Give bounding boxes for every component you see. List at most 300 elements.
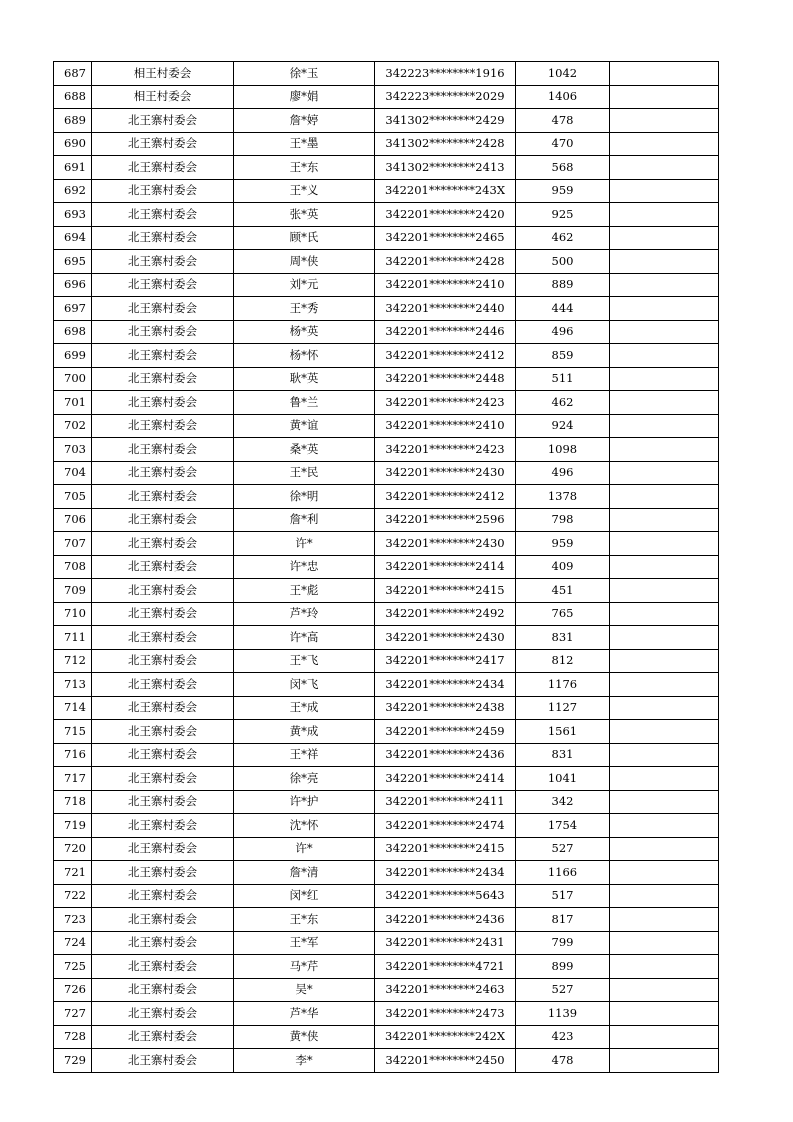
remark-cell — [610, 438, 719, 462]
table-row — [54, 1002, 719, 1026]
person-name-cell: 许*高 — [234, 626, 375, 650]
amount-cell: 496 — [516, 461, 610, 485]
id-number-cell: 342201********2436 — [375, 743, 516, 767]
village-committee-cell: 北王寨村委会 — [92, 391, 234, 415]
remark-cell — [610, 649, 719, 673]
amount-cell: 451 — [516, 579, 610, 603]
village-committee-cell: 北王寨村委会 — [92, 931, 234, 955]
id-number-cell: 342201********2412 — [375, 344, 516, 368]
row-number-cell: 689 — [54, 109, 92, 133]
table-row — [54, 85, 719, 109]
id-number-cell: 341302********2428 — [375, 132, 516, 156]
person-name-cell: 芦*玲 — [234, 602, 375, 626]
row-number-cell: 700 — [54, 367, 92, 391]
row-number-cell: 711 — [54, 626, 92, 650]
table-row — [54, 978, 719, 1002]
amount-cell: 765 — [516, 602, 610, 626]
person-name-cell: 闵*红 — [234, 884, 375, 908]
amount-cell: 462 — [516, 391, 610, 415]
id-number-cell: 342201********2414 — [375, 555, 516, 579]
village-committee-cell: 北王寨村委会 — [92, 297, 234, 321]
table-row — [54, 649, 719, 673]
person-name-cell: 李* — [234, 1049, 375, 1073]
person-name-cell: 沈*怀 — [234, 814, 375, 838]
table-row — [54, 884, 719, 908]
amount-cell: 1041 — [516, 767, 610, 791]
village-committee-cell: 北王寨村委会 — [92, 438, 234, 462]
id-number-cell: 342201********2465 — [375, 226, 516, 250]
amount-cell: 1561 — [516, 720, 610, 744]
remark-cell — [610, 320, 719, 344]
id-number-cell: 342201********2428 — [375, 250, 516, 274]
person-name-cell: 黄*成 — [234, 720, 375, 744]
amount-cell: 500 — [516, 250, 610, 274]
person-name-cell: 廖*娟 — [234, 85, 375, 109]
remark-cell — [610, 1025, 719, 1049]
person-name-cell: 詹*清 — [234, 861, 375, 885]
remark-cell — [610, 461, 719, 485]
village-committee-cell: 北王寨村委会 — [92, 790, 234, 814]
remark-cell — [610, 226, 719, 250]
person-name-cell: 詹*利 — [234, 508, 375, 532]
row-number-cell: 729 — [54, 1049, 92, 1073]
village-committee-cell: 北王寨村委会 — [92, 485, 234, 509]
id-number-cell: 342201********2492 — [375, 602, 516, 626]
id-number-cell: 342201********2430 — [375, 532, 516, 556]
person-name-cell: 王*成 — [234, 696, 375, 720]
person-name-cell: 耿*英 — [234, 367, 375, 391]
remark-cell — [610, 602, 719, 626]
row-number-cell: 709 — [54, 579, 92, 603]
id-number-cell: 342201********2430 — [375, 626, 516, 650]
row-number-cell: 693 — [54, 203, 92, 227]
remark-cell — [610, 626, 719, 650]
remark-cell — [610, 532, 719, 556]
person-name-cell: 闵*飞 — [234, 673, 375, 697]
amount-cell: 568 — [516, 156, 610, 180]
remark-cell — [610, 579, 719, 603]
person-name-cell: 王*军 — [234, 931, 375, 955]
person-name-cell: 许* — [234, 837, 375, 861]
id-number-cell: 342201********2412 — [375, 485, 516, 509]
table-row — [54, 1025, 719, 1049]
table-row — [54, 109, 719, 133]
person-name-cell: 周*侠 — [234, 250, 375, 274]
remark-cell — [610, 837, 719, 861]
amount-cell: 798 — [516, 508, 610, 532]
table-row — [54, 532, 719, 556]
row-number-cell: 719 — [54, 814, 92, 838]
person-name-cell: 杨*英 — [234, 320, 375, 344]
id-number-cell: 342201********2411 — [375, 790, 516, 814]
remark-cell — [610, 1002, 719, 1026]
person-name-cell: 黄*谊 — [234, 414, 375, 438]
remark-cell — [610, 743, 719, 767]
table-row — [54, 508, 719, 532]
amount-cell: 1754 — [516, 814, 610, 838]
amount-cell: 517 — [516, 884, 610, 908]
row-number-cell: 692 — [54, 179, 92, 203]
person-name-cell: 刘*元 — [234, 273, 375, 297]
amount-cell: 1042 — [516, 62, 610, 86]
table-row — [54, 203, 719, 227]
row-number-cell: 701 — [54, 391, 92, 415]
id-number-cell: 341302********2413 — [375, 156, 516, 180]
table-row — [54, 179, 719, 203]
row-number-cell: 723 — [54, 908, 92, 932]
village-committee-cell: 北王寨村委会 — [92, 1049, 234, 1073]
person-name-cell: 马*芹 — [234, 955, 375, 979]
remark-cell — [610, 861, 719, 885]
village-committee-cell: 北王寨村委会 — [92, 673, 234, 697]
remark-cell — [610, 720, 719, 744]
village-committee-cell: 北王寨村委会 — [92, 649, 234, 673]
table-row — [54, 297, 719, 321]
village-committee-cell: 北王寨村委会 — [92, 179, 234, 203]
remark-cell — [610, 696, 719, 720]
amount-cell: 924 — [516, 414, 610, 438]
village-committee-cell: 北王寨村委会 — [92, 109, 234, 133]
person-name-cell: 桑*英 — [234, 438, 375, 462]
village-committee-cell: 北王寨村委会 — [92, 884, 234, 908]
person-name-cell: 王*东 — [234, 156, 375, 180]
person-name-cell: 王*彪 — [234, 579, 375, 603]
row-number-cell: 703 — [54, 438, 92, 462]
person-name-cell: 徐*亮 — [234, 767, 375, 791]
table-row — [54, 908, 719, 932]
person-name-cell: 鲁*兰 — [234, 391, 375, 415]
id-number-cell: 342201********243X — [375, 179, 516, 203]
table-row — [54, 273, 719, 297]
amount-cell: 925 — [516, 203, 610, 227]
row-number-cell: 699 — [54, 344, 92, 368]
id-number-cell: 342201********2423 — [375, 438, 516, 462]
id-number-cell: 342201********2450 — [375, 1049, 516, 1073]
village-committee-cell: 北王寨村委会 — [92, 837, 234, 861]
remark-cell — [610, 85, 719, 109]
village-committee-cell: 北王寨村委会 — [92, 226, 234, 250]
table-row — [54, 320, 719, 344]
remark-cell — [610, 62, 719, 86]
amount-cell: 527 — [516, 837, 610, 861]
id-number-cell: 342201********2415 — [375, 579, 516, 603]
table-row — [54, 602, 719, 626]
row-number-cell: 708 — [54, 555, 92, 579]
row-number-cell: 704 — [54, 461, 92, 485]
amount-cell: 831 — [516, 743, 610, 767]
village-committee-cell: 北王寨村委会 — [92, 320, 234, 344]
amount-cell: 1166 — [516, 861, 610, 885]
table-row — [54, 720, 719, 744]
id-number-cell: 342201********2448 — [375, 367, 516, 391]
id-number-cell: 342201********2414 — [375, 767, 516, 791]
person-name-cell: 王*秀 — [234, 297, 375, 321]
table-row — [54, 485, 719, 509]
remark-cell — [610, 203, 719, 227]
amount-cell: 423 — [516, 1025, 610, 1049]
village-committee-cell: 北王寨村委会 — [92, 508, 234, 532]
table-row — [54, 250, 719, 274]
id-number-cell: 342201********2436 — [375, 908, 516, 932]
row-number-cell: 688 — [54, 85, 92, 109]
row-number-cell: 726 — [54, 978, 92, 1002]
id-number-cell: 342201********242X — [375, 1025, 516, 1049]
row-number-cell: 696 — [54, 273, 92, 297]
amount-cell: 959 — [516, 532, 610, 556]
id-number-cell: 342201********5643 — [375, 884, 516, 908]
village-committee-cell: 北王寨村委会 — [92, 555, 234, 579]
village-committee-cell: 北王寨村委会 — [92, 532, 234, 556]
amount-cell: 527 — [516, 978, 610, 1002]
village-committee-cell: 北王寨村委会 — [92, 1002, 234, 1026]
village-committee-cell: 北王寨村委会 — [92, 720, 234, 744]
row-number-cell: 691 — [54, 156, 92, 180]
table-row — [54, 767, 719, 791]
person-name-cell: 芦*华 — [234, 1002, 375, 1026]
row-number-cell: 727 — [54, 1002, 92, 1026]
id-number-cell: 342201********2410 — [375, 414, 516, 438]
remark-cell — [610, 814, 719, 838]
id-number-cell: 342201********2415 — [375, 837, 516, 861]
amount-cell: 1176 — [516, 673, 610, 697]
village-committee-cell: 相王村委会 — [92, 85, 234, 109]
remark-cell — [610, 555, 719, 579]
village-committee-cell: 北王寨村委会 — [92, 203, 234, 227]
id-number-cell: 342201********2459 — [375, 720, 516, 744]
table-row — [54, 156, 719, 180]
village-committee-cell: 北王寨村委会 — [92, 132, 234, 156]
amount-cell: 1378 — [516, 485, 610, 509]
village-committee-cell: 北王寨村委会 — [92, 602, 234, 626]
amount-cell: 511 — [516, 367, 610, 391]
subsidy-roster-table — [53, 61, 719, 1073]
amount-cell: 1098 — [516, 438, 610, 462]
table-row — [54, 579, 719, 603]
village-committee-cell: 北王寨村委会 — [92, 273, 234, 297]
row-number-cell: 698 — [54, 320, 92, 344]
remark-cell — [610, 391, 719, 415]
person-name-cell: 许*忠 — [234, 555, 375, 579]
remark-cell — [610, 485, 719, 509]
row-number-cell: 710 — [54, 602, 92, 626]
row-number-cell: 706 — [54, 508, 92, 532]
id-number-cell: 342201********2463 — [375, 978, 516, 1002]
table-row — [54, 931, 719, 955]
amount-cell: 444 — [516, 297, 610, 321]
remark-cell — [610, 508, 719, 532]
remark-cell — [610, 273, 719, 297]
remark-cell — [610, 344, 719, 368]
row-number-cell: 695 — [54, 250, 92, 274]
village-committee-cell: 北王寨村委会 — [92, 250, 234, 274]
amount-cell: 462 — [516, 226, 610, 250]
village-committee-cell: 北王寨村委会 — [92, 156, 234, 180]
row-number-cell: 718 — [54, 790, 92, 814]
village-committee-cell: 北王寨村委会 — [92, 767, 234, 791]
village-committee-cell: 北王寨村委会 — [92, 696, 234, 720]
village-committee-cell: 相王村委会 — [92, 62, 234, 86]
id-number-cell: 342201********4721 — [375, 955, 516, 979]
row-number-cell: 717 — [54, 767, 92, 791]
row-number-cell: 690 — [54, 132, 92, 156]
amount-cell: 831 — [516, 626, 610, 650]
amount-cell: 478 — [516, 1049, 610, 1073]
village-committee-cell: 北王寨村委会 — [92, 978, 234, 1002]
remark-cell — [610, 297, 719, 321]
village-committee-cell: 北王寨村委会 — [92, 1025, 234, 1049]
table-row — [54, 1049, 719, 1073]
row-number-cell: 728 — [54, 1025, 92, 1049]
id-number-cell: 342223********2029 — [375, 85, 516, 109]
remark-cell — [610, 908, 719, 932]
amount-cell: 959 — [516, 179, 610, 203]
row-number-cell: 715 — [54, 720, 92, 744]
id-number-cell: 342201********2440 — [375, 297, 516, 321]
village-committee-cell: 北王寨村委会 — [92, 579, 234, 603]
amount-cell: 1139 — [516, 1002, 610, 1026]
id-number-cell: 342201********2420 — [375, 203, 516, 227]
amount-cell: 342 — [516, 790, 610, 814]
table-row — [54, 438, 719, 462]
id-number-cell: 342201********2596 — [375, 508, 516, 532]
person-name-cell: 杨*怀 — [234, 344, 375, 368]
person-name-cell: 詹*婷 — [234, 109, 375, 133]
remark-cell — [610, 931, 719, 955]
id-number-cell: 341302********2429 — [375, 109, 516, 133]
table-row — [54, 132, 719, 156]
row-number-cell: 712 — [54, 649, 92, 673]
person-name-cell: 王*祥 — [234, 743, 375, 767]
id-number-cell: 342201********2410 — [375, 273, 516, 297]
id-number-cell: 342223********1916 — [375, 62, 516, 86]
row-number-cell: 724 — [54, 931, 92, 955]
village-committee-cell: 北王寨村委会 — [92, 344, 234, 368]
row-number-cell: 721 — [54, 861, 92, 885]
amount-cell: 478 — [516, 109, 610, 133]
table-row — [54, 743, 719, 767]
remark-cell — [610, 132, 719, 156]
person-name-cell: 张*英 — [234, 203, 375, 227]
remark-cell — [610, 884, 719, 908]
table-row — [54, 861, 719, 885]
village-committee-cell: 北王寨村委会 — [92, 367, 234, 391]
amount-cell: 470 — [516, 132, 610, 156]
village-committee-cell: 北王寨村委会 — [92, 955, 234, 979]
amount-cell: 1406 — [516, 85, 610, 109]
village-committee-cell: 北王寨村委会 — [92, 743, 234, 767]
id-number-cell: 342201********2417 — [375, 649, 516, 673]
row-number-cell: 707 — [54, 532, 92, 556]
row-number-cell: 705 — [54, 485, 92, 509]
row-number-cell: 720 — [54, 837, 92, 861]
table-row — [54, 626, 719, 650]
table-row — [54, 391, 719, 415]
amount-cell: 799 — [516, 931, 610, 955]
village-committee-cell: 北王寨村委会 — [92, 414, 234, 438]
table-row — [54, 790, 719, 814]
amount-cell: 899 — [516, 955, 610, 979]
table-row — [54, 367, 719, 391]
table-row — [54, 696, 719, 720]
person-name-cell: 黄*侠 — [234, 1025, 375, 1049]
table-row — [54, 814, 719, 838]
remark-cell — [610, 955, 719, 979]
remark-cell — [610, 978, 719, 1002]
amount-cell: 496 — [516, 320, 610, 344]
row-number-cell: 716 — [54, 743, 92, 767]
village-committee-cell: 北王寨村委会 — [92, 814, 234, 838]
row-number-cell: 713 — [54, 673, 92, 697]
row-number-cell: 702 — [54, 414, 92, 438]
person-name-cell: 吴* — [234, 978, 375, 1002]
table-row — [54, 673, 719, 697]
id-number-cell: 342201********2473 — [375, 1002, 516, 1026]
id-number-cell: 342201********2434 — [375, 861, 516, 885]
table-row — [54, 344, 719, 368]
remark-cell — [610, 156, 719, 180]
row-number-cell: 725 — [54, 955, 92, 979]
person-name-cell: 王*义 — [234, 179, 375, 203]
table-row — [54, 837, 719, 861]
remark-cell — [610, 414, 719, 438]
id-number-cell: 342201********2430 — [375, 461, 516, 485]
id-number-cell: 342201********2438 — [375, 696, 516, 720]
person-name-cell: 徐*明 — [234, 485, 375, 509]
row-number-cell: 722 — [54, 884, 92, 908]
remark-cell — [610, 179, 719, 203]
table-row — [54, 461, 719, 485]
remark-cell — [610, 109, 719, 133]
amount-cell: 889 — [516, 273, 610, 297]
amount-cell: 817 — [516, 908, 610, 932]
person-name-cell: 王*民 — [234, 461, 375, 485]
remark-cell — [610, 673, 719, 697]
amount-cell: 812 — [516, 649, 610, 673]
remark-cell — [610, 250, 719, 274]
person-name-cell: 王*东 — [234, 908, 375, 932]
village-committee-cell: 北王寨村委会 — [92, 626, 234, 650]
row-number-cell: 687 — [54, 62, 92, 86]
table-row — [54, 62, 719, 86]
person-name-cell: 顾*氏 — [234, 226, 375, 250]
village-committee-cell: 北王寨村委会 — [92, 461, 234, 485]
row-number-cell: 714 — [54, 696, 92, 720]
row-number-cell: 697 — [54, 297, 92, 321]
remark-cell — [610, 767, 719, 791]
person-name-cell: 许* — [234, 532, 375, 556]
table-row — [54, 226, 719, 250]
table-row — [54, 955, 719, 979]
person-name-cell: 许*护 — [234, 790, 375, 814]
remark-cell — [610, 367, 719, 391]
person-name-cell: 王*墨 — [234, 132, 375, 156]
amount-cell: 859 — [516, 344, 610, 368]
id-number-cell: 342201********2434 — [375, 673, 516, 697]
table-body — [54, 62, 719, 1073]
amount-cell: 1127 — [516, 696, 610, 720]
village-committee-cell: 北王寨村委会 — [92, 908, 234, 932]
table-row — [54, 414, 719, 438]
id-number-cell: 342201********2446 — [375, 320, 516, 344]
village-committee-cell: 北王寨村委会 — [92, 861, 234, 885]
row-number-cell: 694 — [54, 226, 92, 250]
remark-cell — [610, 1049, 719, 1073]
person-name-cell: 徐*玉 — [234, 62, 375, 86]
id-number-cell: 342201********2431 — [375, 931, 516, 955]
remark-cell — [610, 790, 719, 814]
id-number-cell: 342201********2474 — [375, 814, 516, 838]
id-number-cell: 342201********2423 — [375, 391, 516, 415]
